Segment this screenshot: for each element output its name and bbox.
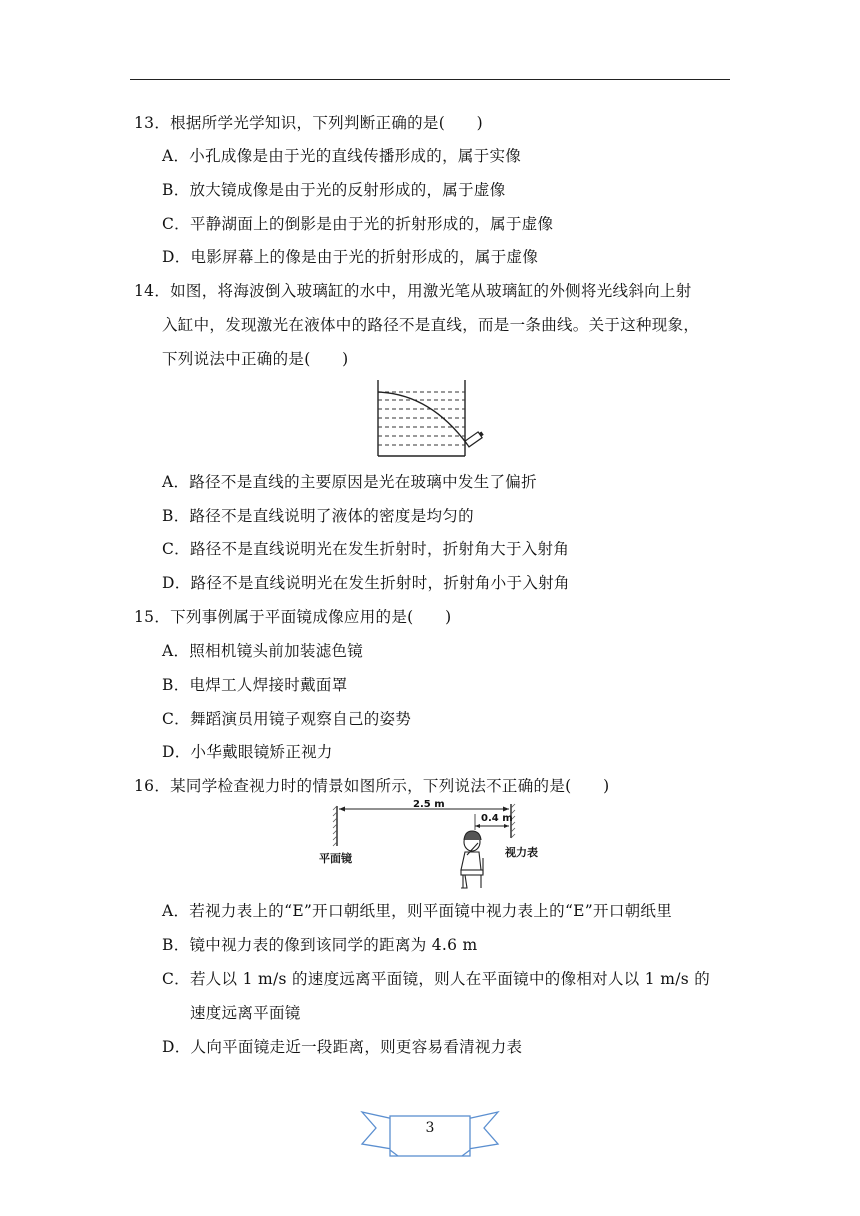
- tank-figure: [370, 378, 490, 462]
- q14-option-d: D．路径不是直线说明光在发生折射时，折射角小于入射角: [162, 574, 570, 592]
- q15-option-b: B．电焊工人焊接时戴面罩: [162, 676, 348, 694]
- laser-pen-icon: [465, 430, 485, 447]
- q14-stem-line3: 下列说法中正确的是( ): [162, 350, 349, 368]
- person-icon: [461, 831, 483, 888]
- q14-stem-line2: 入缸中，发现激光在液体中的路径不是直线，而是一条曲线。关于这种现象，: [162, 316, 700, 334]
- page-number: 3: [425, 1120, 435, 1136]
- label-mirror: 平面镜: [319, 852, 352, 865]
- liquid-layers: [378, 392, 465, 445]
- q13-option-a: A．小孔成像是由于光的直线传播形成的，属于实像: [162, 147, 522, 165]
- q16-option-c-line2: 速度远离平面镜: [190, 1004, 301, 1022]
- eye-test-figure: [315, 800, 555, 892]
- header-rule: [130, 79, 730, 80]
- page-number-banner: [360, 1106, 500, 1162]
- q16-option-a: A．若视力表上的“E”开口朝纸里，则平面镜中视力表上的“E”开口朝纸里: [162, 902, 673, 920]
- q15-stem: 15．下列事例属于平面镜成像应用的是( ): [134, 608, 452, 626]
- q14-option-a: A．路径不是直线的主要原因是光在玻璃中发生了偏折: [162, 473, 537, 491]
- label-total-distance: 2.5 m: [413, 799, 445, 810]
- q14-option-b: B．路径不是直线说明了液体的密度是均匀的: [162, 507, 474, 525]
- q13-option-d: D．电影屏幕上的像是由于光的折射形成的，属于虚像: [162, 248, 539, 266]
- q16-option-c-line1: C．若人以 1 m/s 的速度远离平面镜，则人在平面镜中的像相对人以 1 m/s 的: [162, 970, 710, 988]
- q13-option-c: C．平静湖面上的倒影是由于光的折射形成的，属于虚像: [162, 215, 554, 233]
- q15-option-c: C．舞蹈演员用镜子观察自己的姿势: [162, 710, 412, 728]
- q15-option-a: A．照相机镜头前加装滤色镜: [162, 642, 364, 660]
- q14-stem-line1: 14．如图，将海波倒入玻璃缸的水中，用激光笔从玻璃缸的外侧将光线斜向上射: [134, 282, 692, 300]
- q13-stem: 13．根据所学光学知识，下列判断正确的是( ): [134, 114, 484, 132]
- mirror-wall: [333, 806, 337, 846]
- q13-option-b: B．放大镜成像是由于光的反射形成的，属于虚像: [162, 181, 506, 199]
- q15-option-d: D．小华戴眼镜矫正视力: [162, 743, 333, 761]
- label-eye-chart: 视力表: [505, 846, 538, 859]
- q16-stem: 16．某同学检查视力时的情景如图所示，下列说法不正确的是( ): [134, 777, 610, 795]
- q16-option-b: B．镜中视力表的像到该同学的距离为 4.6 m: [162, 936, 478, 954]
- q14-option-c: C．路径不是直线说明光在发生折射时，折射角大于入射角: [162, 540, 570, 558]
- q16-option-d: D．人向平面镜走近一段距离，则更容易看清视力表: [162, 1038, 523, 1056]
- label-short-distance: 0.4 m: [481, 813, 513, 824]
